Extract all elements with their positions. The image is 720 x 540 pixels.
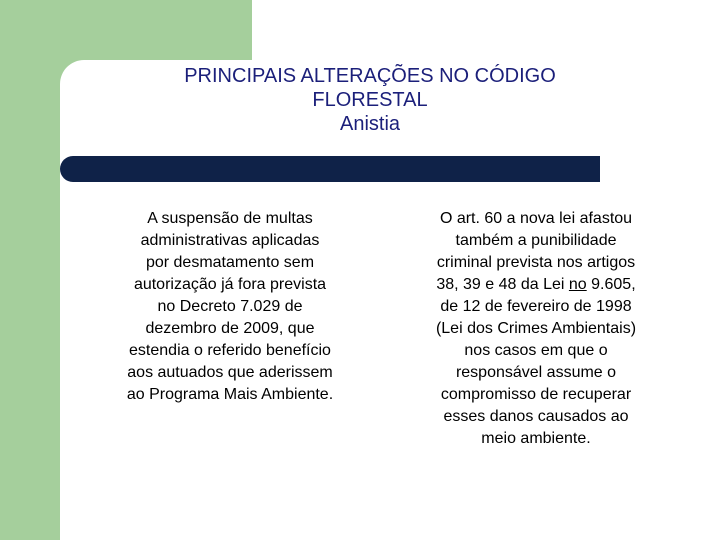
right-text-part-1: O art. 60 a nova lei afastou também a punibilidade criminal prevista nos artigos 38, 39 e 48 da Lei: [436, 210, 636, 293]
title-line-1: PRINCIPAIS ALTERAÇÕES NO CÓDIGO: [184, 65, 556, 87]
right-text-part-2: 9.605, de 12 de fevereiro de 1998 (Lei dos Crimes Ambientais) nos casos em que o responsável assume o compromisso de recuperar esses danos causados ao meio ambiente.: [435, 276, 637, 447]
background-green-strip: [0, 0, 60, 540]
title-line-3: Anistia: [339, 113, 401, 135]
title-divider-bar: [60, 156, 600, 182]
slide-title: [60, 64, 680, 136]
number-abbreviation: no: [568, 276, 587, 293]
title-line-2: FLORESTAL: [312, 89, 428, 111]
right-column-text: [395, 208, 677, 450]
left-column-text: A suspensão de multas administrativas aplicadas por desmatamento sem autorização já fora prevista no Decreto 7.029 de dezembro de 2009, que estendia o referido benefício aos autuados que aderissem ao Programa Mais Ambiente.: [126, 210, 334, 403]
